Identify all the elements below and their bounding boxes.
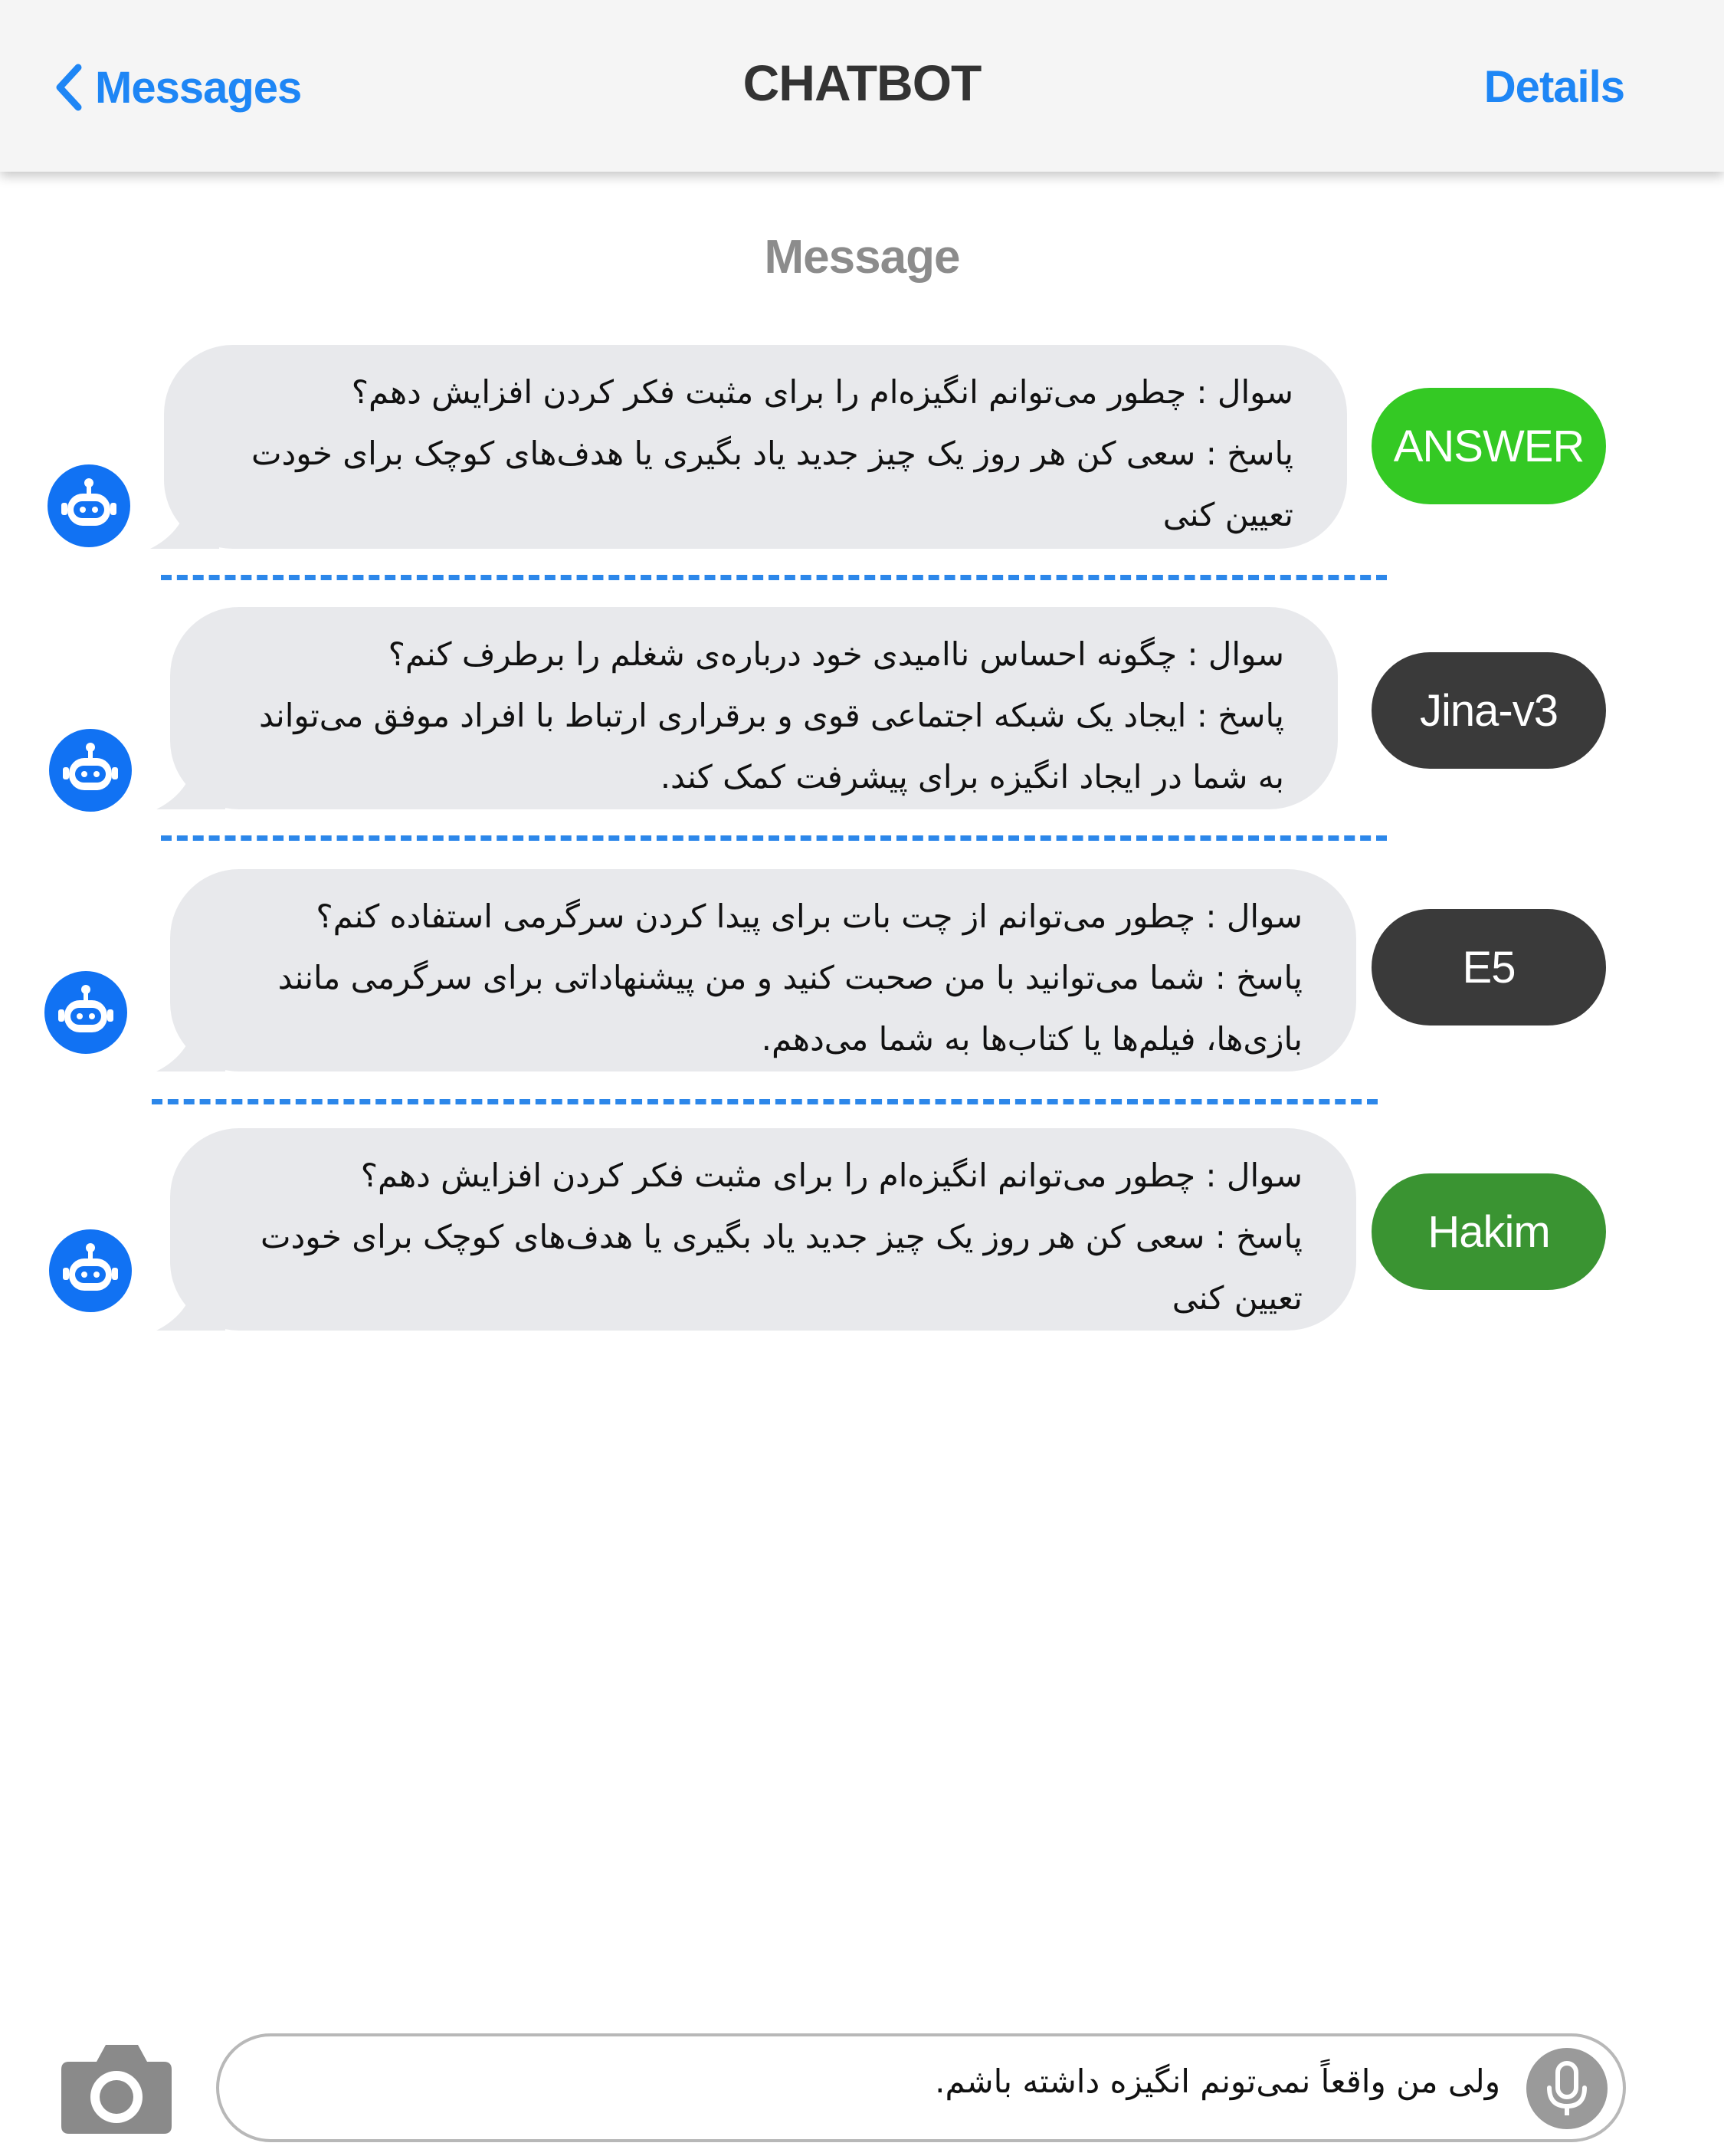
nav-header xyxy=(0,0,1724,172)
robot-icon xyxy=(44,971,127,1054)
message-bubble xyxy=(170,607,1338,809)
bubble-tail xyxy=(156,763,225,809)
message-answer: پاسخ : سعی کن هر روز یک چیز جدید یاد بگیری یا هدف‌های کوچک برای خودت تعیین کنی xyxy=(251,435,1293,533)
message-question: سوال : چطور می‌توانم از چت بات برای پیدا کردن سرگرمی استفاده کنم؟ xyxy=(316,898,1303,935)
bubble-tail xyxy=(156,1285,225,1331)
section-subtitle: Message xyxy=(764,231,960,284)
message-bubble xyxy=(170,1128,1356,1331)
message-answer: پاسخ : ایجاد یک شبکه اجتماعی قوی و برقراری ارتباط با افراد موفق می‌تواند به شما در ایجاد انگیزه برای پیشرفت کمک کند. xyxy=(259,697,1284,796)
bubble-tail xyxy=(156,1025,225,1071)
model-badge-e5: E5 xyxy=(1372,909,1606,1025)
bubble-tail xyxy=(150,503,219,549)
message-input-value: ولی من واقعاً نمی‌تونم انگیزه داشته باشم. xyxy=(935,2062,1500,2100)
message-bubble xyxy=(164,345,1347,549)
message-bubble xyxy=(170,869,1356,1071)
camera-icon[interactable] xyxy=(58,2040,175,2135)
message-question: سوال : چطور می‌توانم انگیزه‌ام را برای مثبت فکر کردن افزایش دهم؟ xyxy=(360,1157,1303,1194)
message-answer: پاسخ : سعی کن هر روز یک چیز جدید یاد بگیری یا هدف‌های کوچک برای خودت تعیین کنی xyxy=(260,1218,1303,1317)
message-question: سوال : چطور می‌توانم انگیزه‌ام را برای مثبت فکر کردن افزایش دهم؟ xyxy=(351,373,1293,411)
details-button[interactable]: Details xyxy=(1483,62,1624,112)
message-divider xyxy=(161,575,1387,580)
microphone-icon[interactable] xyxy=(1526,2048,1608,2129)
message-input[interactable] xyxy=(216,2033,1626,2142)
message-divider xyxy=(152,1099,1378,1104)
model-badge-jina: Jina-v3 xyxy=(1372,652,1606,769)
message-question: سوال : چگونه احساس ناامیدی خود درباره‌ی شغلم را برطرف کنم؟ xyxy=(388,635,1284,673)
robot-icon xyxy=(48,464,130,547)
model-badge-hakim: Hakim xyxy=(1372,1173,1606,1290)
page-title: CHATBOT xyxy=(742,54,982,111)
message-answer: پاسخ : شما می‌توانید با من صحبت کنید و من پیشنهاداتی برای سرگرمی مانند بازی‌ها، فیلم‌ها یا کتاب‌ها به شما می‌دهم. xyxy=(277,959,1303,1058)
message-divider xyxy=(161,835,1387,841)
back-label: Messages xyxy=(95,62,302,113)
robot-icon xyxy=(49,1229,132,1312)
robot-icon xyxy=(49,729,132,812)
model-badge-answer: ANSWER xyxy=(1372,388,1606,504)
